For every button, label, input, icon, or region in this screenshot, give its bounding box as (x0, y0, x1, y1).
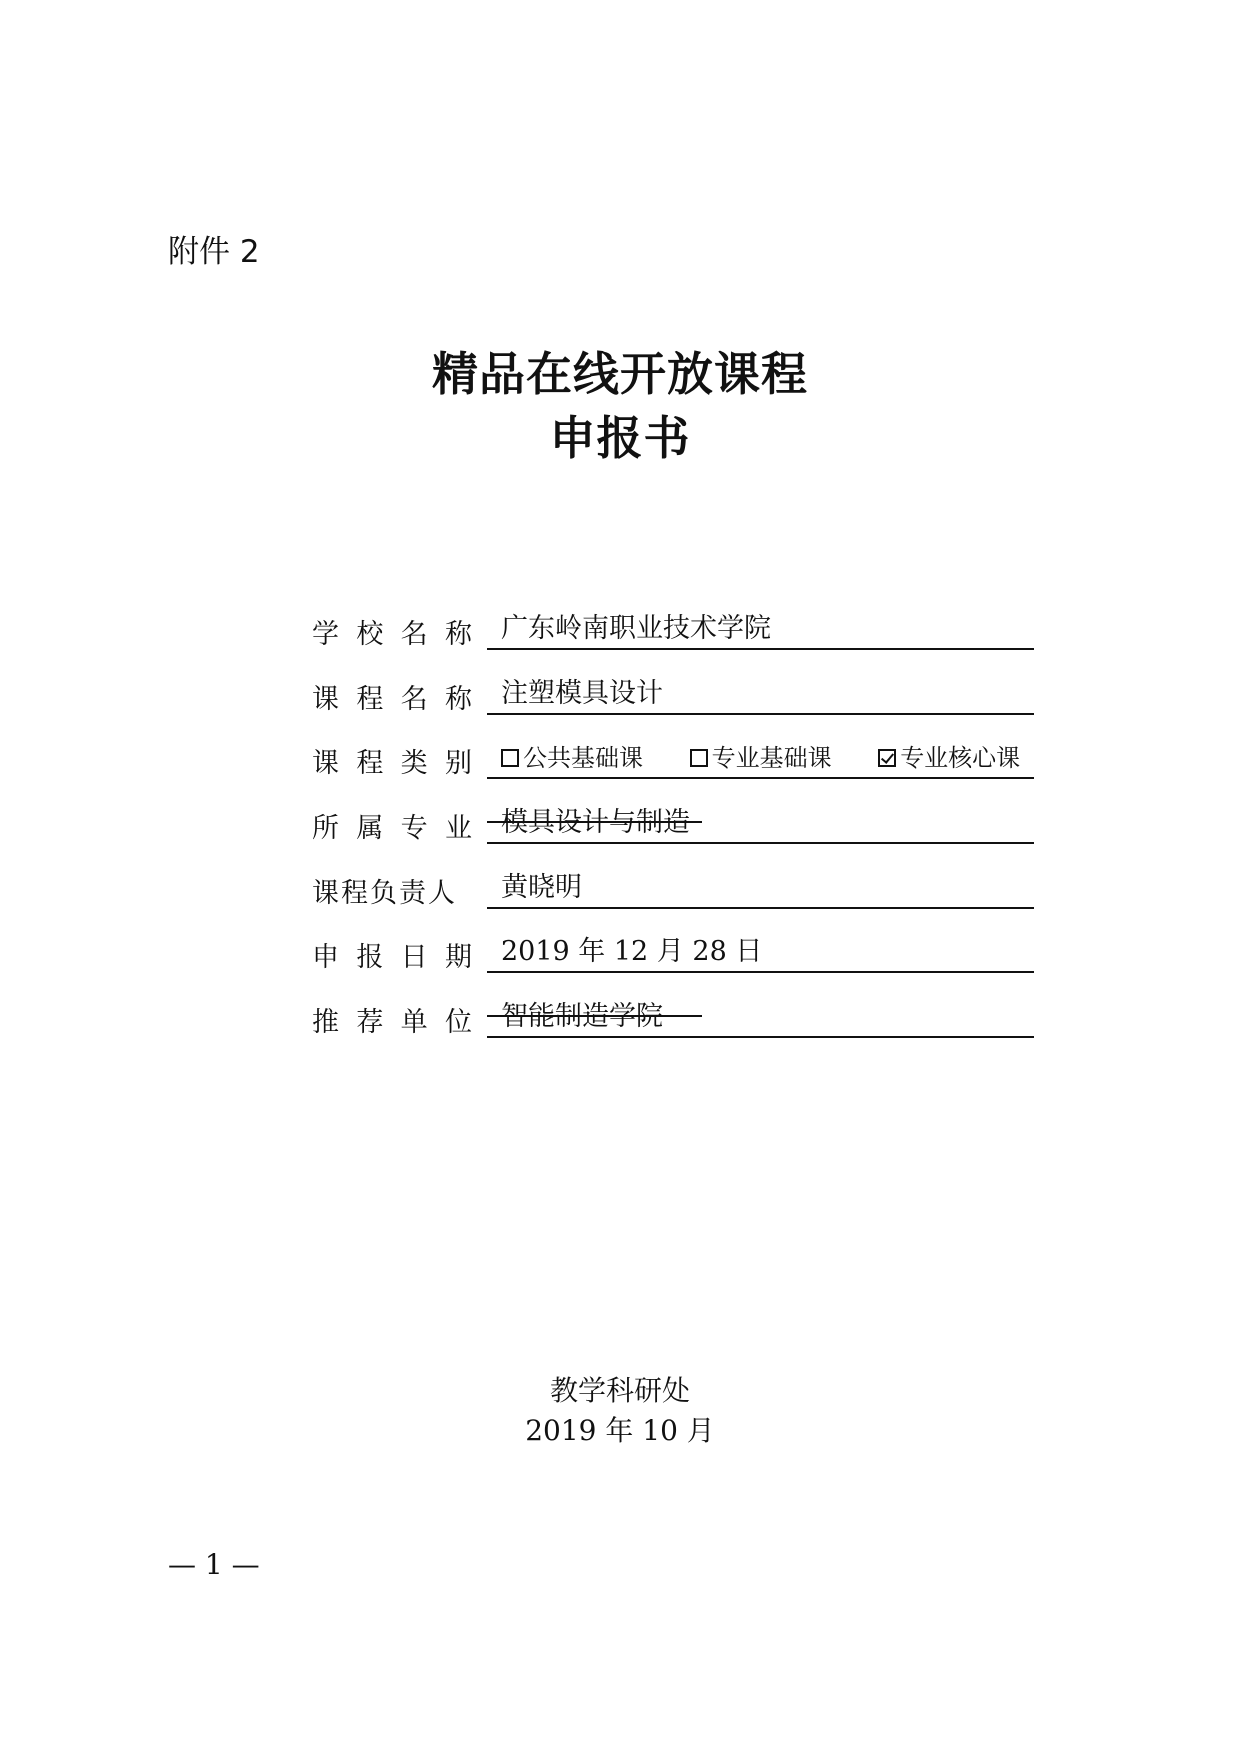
label-char: 属 (356, 813, 384, 845)
form-row-school (312, 604, 1034, 669)
label-char: 位 (444, 1007, 472, 1039)
label-char: 单 (400, 1007, 428, 1039)
category-option-public-basic[interactable] (501, 737, 643, 779)
unit-label (312, 1000, 472, 1039)
issue-date: 2019 年 10 月 (525, 1414, 715, 1447)
checkbox-icon[interactable] (690, 749, 708, 767)
major-field[interactable]: 模具设计与制造 (487, 802, 1034, 844)
category-field (487, 737, 1034, 779)
category-label (312, 741, 472, 780)
label-char: 类 (400, 748, 428, 780)
label-char: 称 (444, 683, 472, 715)
leader-label: 课程负责人 (312, 877, 457, 909)
form-row-unit (312, 992, 1034, 1057)
category-option-major-core[interactable] (878, 737, 1020, 779)
label-char: 课 (312, 748, 339, 780)
label-char: 报 (356, 942, 384, 974)
document-title: 精品在线开放课程 (432, 347, 808, 401)
unit-field[interactable]: 智能制造学院 (487, 996, 1034, 1038)
form-row-date (312, 927, 1034, 992)
label-char: 业 (444, 813, 472, 845)
course-label (312, 677, 472, 716)
label-char: 别 (444, 748, 472, 780)
label-char: 荐 (356, 1007, 384, 1039)
attachment-label: 附件 2 (168, 234, 260, 270)
application-form (312, 604, 1034, 1057)
label-char: 推 (312, 1007, 339, 1039)
label-char: 程 (356, 683, 384, 715)
school-field[interactable]: 广东岭南职业技术学院 (487, 608, 1034, 650)
school-label (312, 612, 472, 651)
category-option-major-basic[interactable] (690, 737, 832, 779)
label-char: 期 (444, 942, 472, 974)
date-label (312, 935, 472, 974)
label-char: 校 (356, 619, 384, 650)
checkbox-icon[interactable] (501, 749, 519, 767)
document-subtitle: 申报书 (549, 411, 691, 465)
label-char: 课 (312, 683, 339, 715)
label-char: 程 (356, 748, 384, 780)
course-field[interactable]: 注塑模具设计 (487, 673, 1034, 715)
label-char: 所 (312, 813, 339, 845)
option-label: 专业核心课 (900, 744, 1021, 773)
date-field[interactable]: 2019 年 12 月 28 日 (487, 931, 1034, 973)
option-label: 专业基础课 (711, 744, 832, 773)
leader-field[interactable]: 黄晓明 (487, 867, 1034, 909)
label-char: 日 (400, 942, 428, 974)
label-char: 名 (400, 683, 428, 715)
label-char: 专 (400, 813, 428, 845)
label-char: 称 (444, 619, 472, 650)
checked-checkbox-icon[interactable] (878, 749, 896, 767)
label-char: 申 (312, 942, 339, 974)
label-char: 学 (312, 619, 339, 650)
form-row-category (312, 733, 1034, 798)
page-number: — 1 — (168, 1548, 260, 1581)
form-row-course (312, 669, 1034, 734)
major-label (312, 806, 472, 845)
label-char: 名 (400, 619, 428, 650)
form-row-leader (312, 863, 1034, 928)
option-label: 公共基础课 (523, 744, 643, 773)
issuer-name: 教学科研处 (549, 1374, 690, 1407)
form-row-major (312, 798, 1034, 863)
